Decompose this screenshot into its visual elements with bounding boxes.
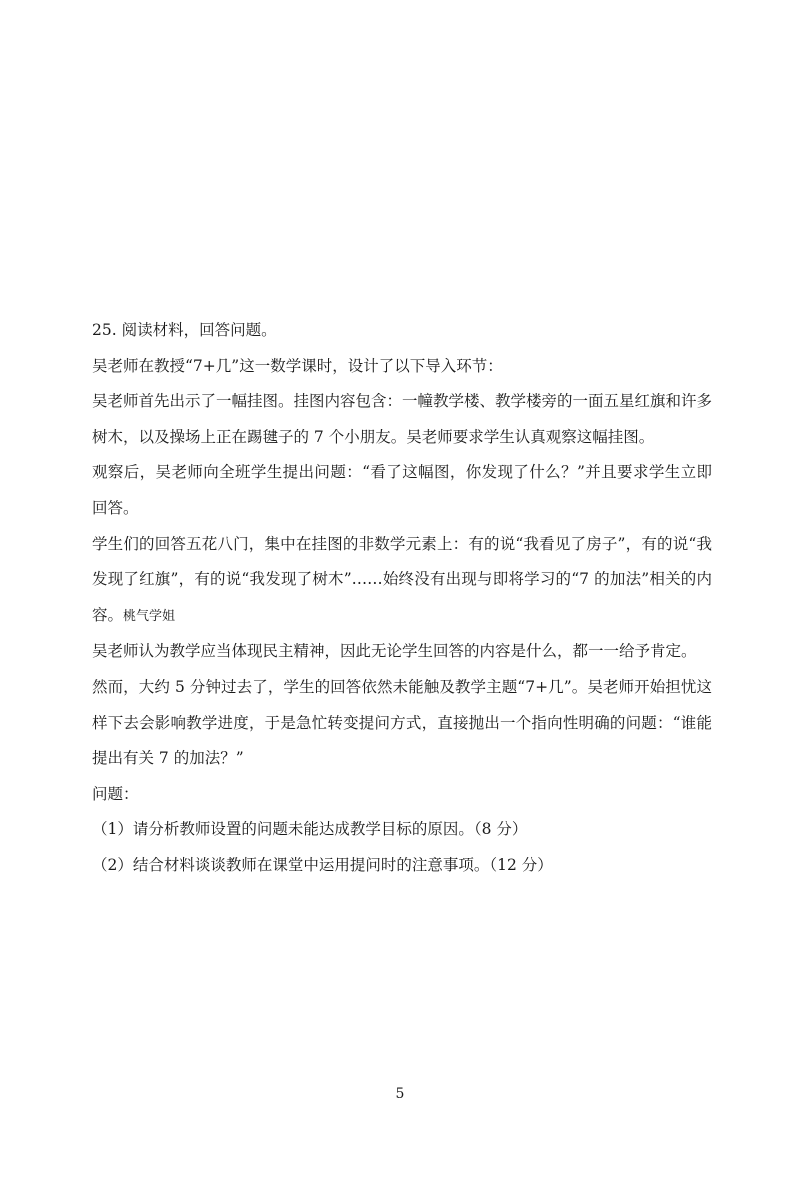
page-number: 5 <box>395 1086 405 1102</box>
sub-question-1: （1）请分析教师设置的问题未能达成教学目标的原因。（8 分） <box>92 820 528 839</box>
question-block <box>92 313 712 884</box>
material-paragraph-4 <box>92 527 712 635</box>
material-paragraph-2: 吴老师首先出示了一幅挂图。挂图内容包含：一幢教学楼、教学楼旁的一面五星红旗和许多树木，以及操场上正在踢毽子的 7 个小朋友。吴老师要求学生认真观察这幅挂图。 <box>92 392 713 446</box>
sub-question-2: （2）结合材料谈谈教师在课堂中运用提问时的注意事项。（12 分） <box>92 855 553 874</box>
material-paragraph-5: 吴老师认为教学应当体现民主精神，因此无论学生回答的内容是什么，都一一给予肯定。 <box>92 642 697 661</box>
question-title: 25. 阅读材料，回答问题。 <box>92 321 277 339</box>
questions-label: 问题： <box>92 784 139 803</box>
material-paragraph-3: 观察后，吴老师向全班学生提出问题：“看了这幅图，你发现了什么？”并且要求学生立即回答。 <box>92 463 712 517</box>
watermark-text: 桃气学姐 <box>123 608 176 624</box>
material-paragraph-1: 吴老师在教授“7+几”这一数学课时，设计了以下导入环节： <box>92 356 503 375</box>
material-paragraph-6: 然而，大约 5 分钟过去了，学生的回答依然未能触及教学主题“7+几”。吴老师开始担忧这样下去会影响教学进度，于是急忙转变提问方式，直接抛出一个指向性明确的问题：“谁能提出有关 7 的加法？” <box>92 677 712 768</box>
material-paragraph-4-text: 学生们的回答五花八门，集中在挂图的非数学元素上：有的说“我看见了房子”，有的说“我发现了红旗”，有的说“我发现了树木”……始终没有出现与即将学习的“7 的加法”相关的内容。 <box>92 534 712 624</box>
